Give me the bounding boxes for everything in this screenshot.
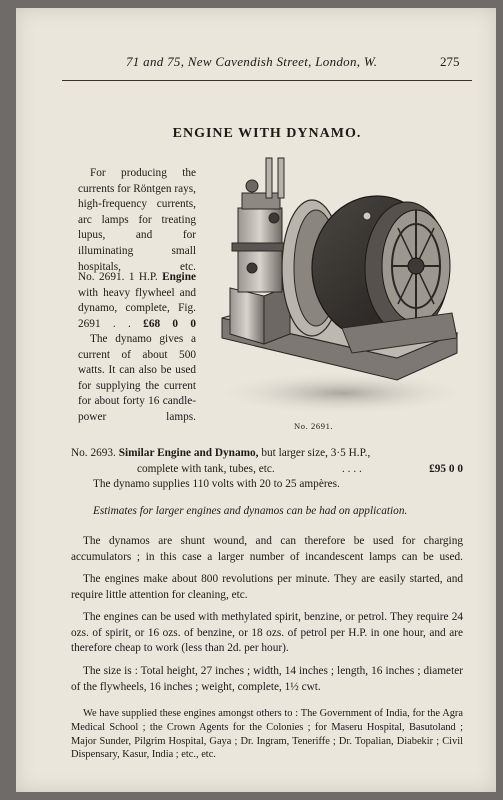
engine-dynamo-illustration [202,148,472,418]
item-2693-number: No. 2693. [71,447,116,459]
estimates-note: Estimates for larger engines and dynamos can be had on application. [93,505,408,517]
item-2691-name: Engine [162,271,196,283]
item-2693-leaders: . . . . [342,462,362,475]
item-2693-contents: complete with tank, tubes, etc. [137,462,275,475]
floor-shadow [212,371,472,415]
item-2691-description: with heavy flywheel and dynamo, complete, Fig. 2691 . . [78,286,196,330]
item-2693-price: £95 0 0 [429,462,463,475]
running-header: 71 and 75, New Cavendish Street, London, W. [126,54,378,69]
item-2693 [71,446,463,493]
item-2691 [78,270,196,332]
paragraph-text: The dynamos are shunt wound, and can therefore be used for charging accumulators ; in this case a larger number of incandescent lamps can be used. [71,535,463,563]
paragraph-shunt-wound [71,534,463,565]
paragraph-revolutions: The engines make about 800 revolutions per minute. They are easily started, and require little attention for cleaning, etc. [71,573,463,601]
item-2691-price: £68 0 0 [143,317,197,330]
page-number: 275 [440,54,460,69]
item-2691-number: No. 2691. [78,271,125,283]
item-2693-size: but larger size, 3·5 H.P., [261,447,371,459]
engine-pedestal [230,288,264,344]
exhaust-pipe-1 [266,158,272,198]
item-2693-line-1 [71,446,463,462]
intro-text: For producing the currents for Röntgen rays, high-frequency currents, arc lamps for treating lupus, and for illuminating small hospitals, etc. [78,167,196,273]
figure-caption: No. 2691. [294,421,334,431]
item-2693-voltage: The dynamo supplies 110 volts with 20 to 25 ampères. [93,478,340,491]
dynamo-note: The dynamo gives a current of about 500 watts. It can also be used for supplying the current for about forty 16 candle-power lamps. [78,333,196,423]
paragraph-fuel: The engines can be used with methylated spirit, benzine, or petrol. They require 24 ozs. of spirit, or 16 ozs. of benzine, or 18 ozs. of petrol per H.P. in one hour, and are therefore cheap to work (less than 2d. per hour). [71,611,463,655]
page-title: ENGINE WITH DYNAMO. [172,126,362,141]
exhaust-pipe-2 [278,158,284,198]
header-rule [62,80,472,81]
item-2693-line-2 [71,462,463,478]
paragraph-size: The size is : Total height, 27 inches ; width, 14 inches ; length, 16 inches ; diameter of the flywheels, 16 inches ; weight, complete, 1½ cwt. [71,665,463,693]
item-2691-power: 1 H.P. [128,271,158,283]
intro-paragraph [78,166,196,275]
catalog-page [16,8,496,792]
item-2693-name: Similar Engine and Dynamo, [118,447,259,459]
supplied-to-note: We have supplied these engines amongst others to : The Government of India, for the Agra Medical School ; the Crown Agents for the Colonies ; for Maseru Hospital, Basutoland ; Major Sunder, Pilgrim Hospital, Gaya ; Dr. Ingram, Teneriffe ; Dr. Topalian, Diabekir ; Civil Dispensary, Kasur, India ; etc., etc. [71,708,463,761]
